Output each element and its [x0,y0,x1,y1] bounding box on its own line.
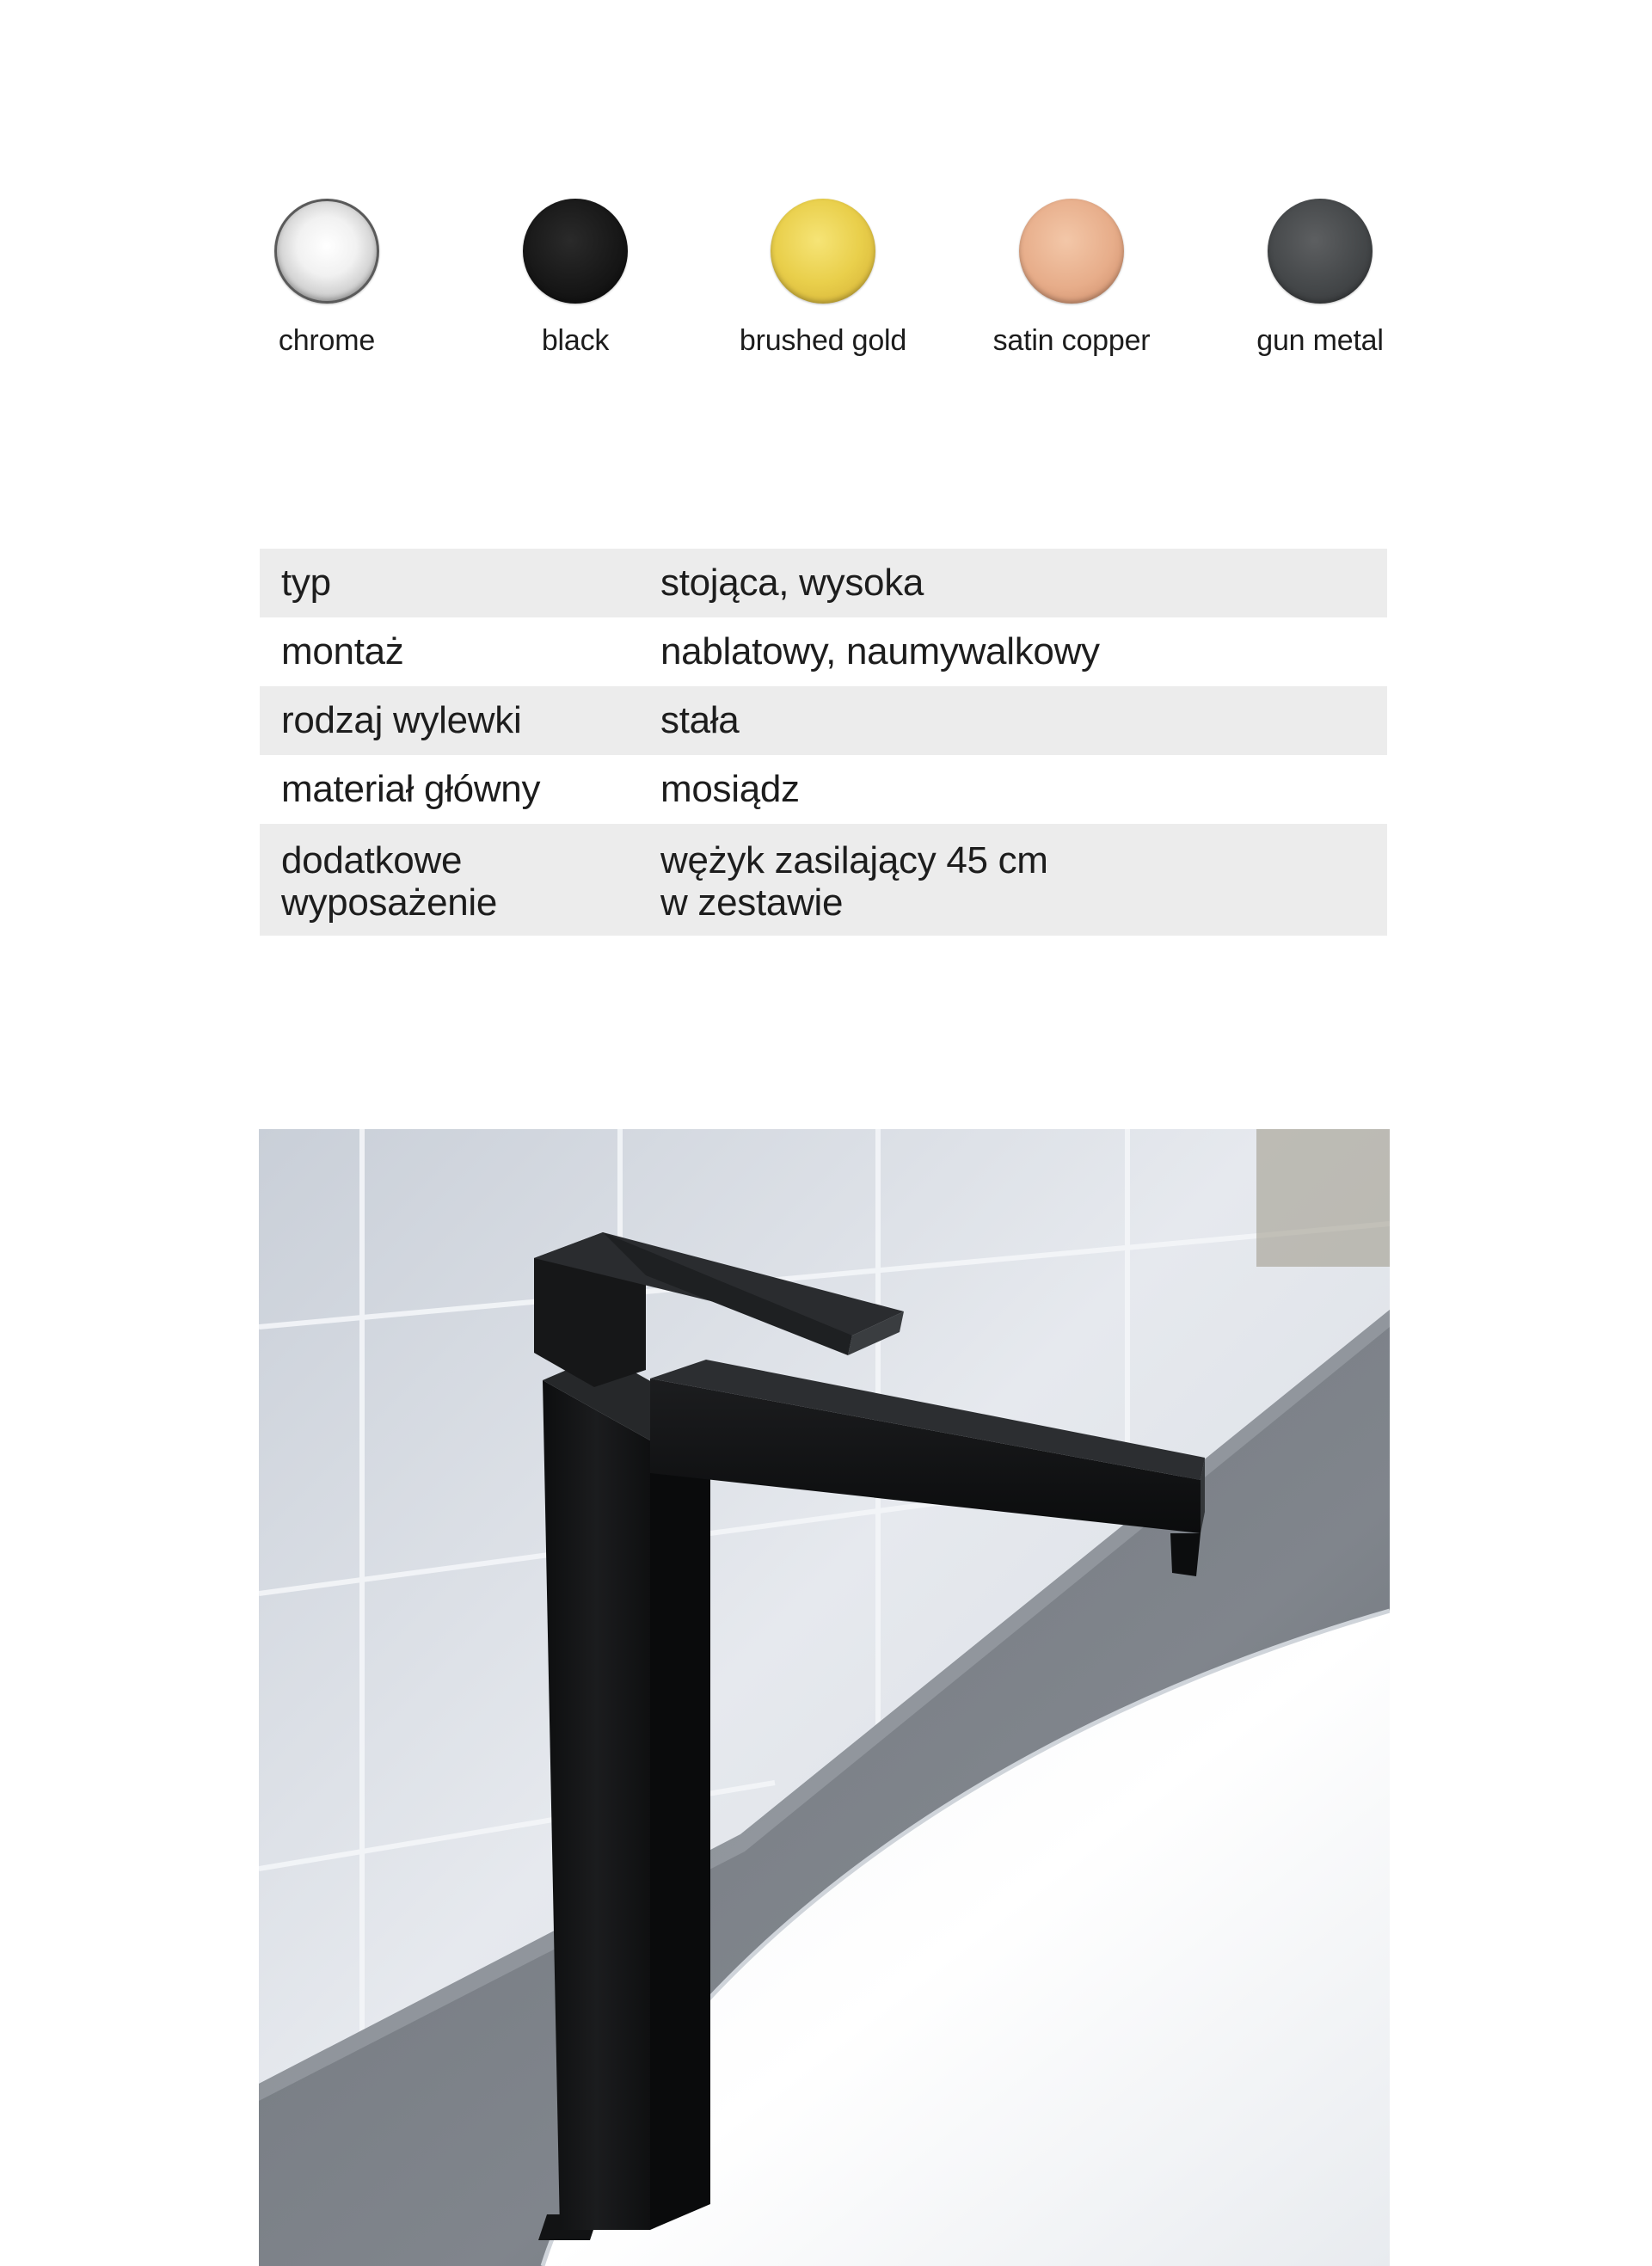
finish-label: satin copper [992,324,1151,357]
spec-row-accessories [260,824,1387,936]
spec-table [260,549,1387,936]
finish-option-gun-metal[interactable] [1217,193,1423,358]
finish-option-satin-copper[interactable] [968,193,1175,358]
spec-value: nablatowy, naumywalkowy [660,630,1100,672]
finish-option-chrome[interactable] [224,193,430,358]
spec-value-line: wężyk zasilający 45 cm [660,839,1048,881]
satin-copper-finish-swatch-icon [1019,199,1124,304]
finish-option-brushed-gold[interactable] [720,193,926,358]
spec-value: mosiądz [660,768,800,810]
black-finish-swatch-icon [523,199,628,304]
gun-metal-finish-swatch-icon [1268,199,1373,304]
spec-value: stała [660,699,740,741]
finish-swatches [258,193,1410,383]
spec-key: typ [281,562,331,604]
faucet-photo [259,1129,1390,2266]
finish-label: gun metal [1256,324,1384,357]
spec-key: rodzaj wylewki [281,699,522,741]
spec-row-mounting [260,617,1387,686]
spec-key-line: wyposażenie [281,881,498,924]
spec-row-material [260,755,1387,824]
faucet-photo-illustration [259,1129,1390,2266]
spec-value-line: w zestawie [660,881,844,924]
spec-key [260,824,660,924]
brushed-gold-finish-swatch-icon [771,199,875,304]
spec-key-line: dodatkowe [281,839,463,881]
spec-key: materiał główny [281,768,541,810]
finish-label: chrome [278,324,376,357]
chrome-finish-swatch-icon [274,199,379,304]
spec-key: montaż [281,630,404,672]
spec-value [660,824,1387,924]
finish-label: brushed gold [739,324,907,357]
finish-option-black[interactable] [472,193,679,358]
spec-value: stojąca, wysoka [660,562,924,604]
finish-label: black [541,324,610,357]
spec-row-spout-type [260,686,1387,755]
spec-row-type [260,549,1387,617]
